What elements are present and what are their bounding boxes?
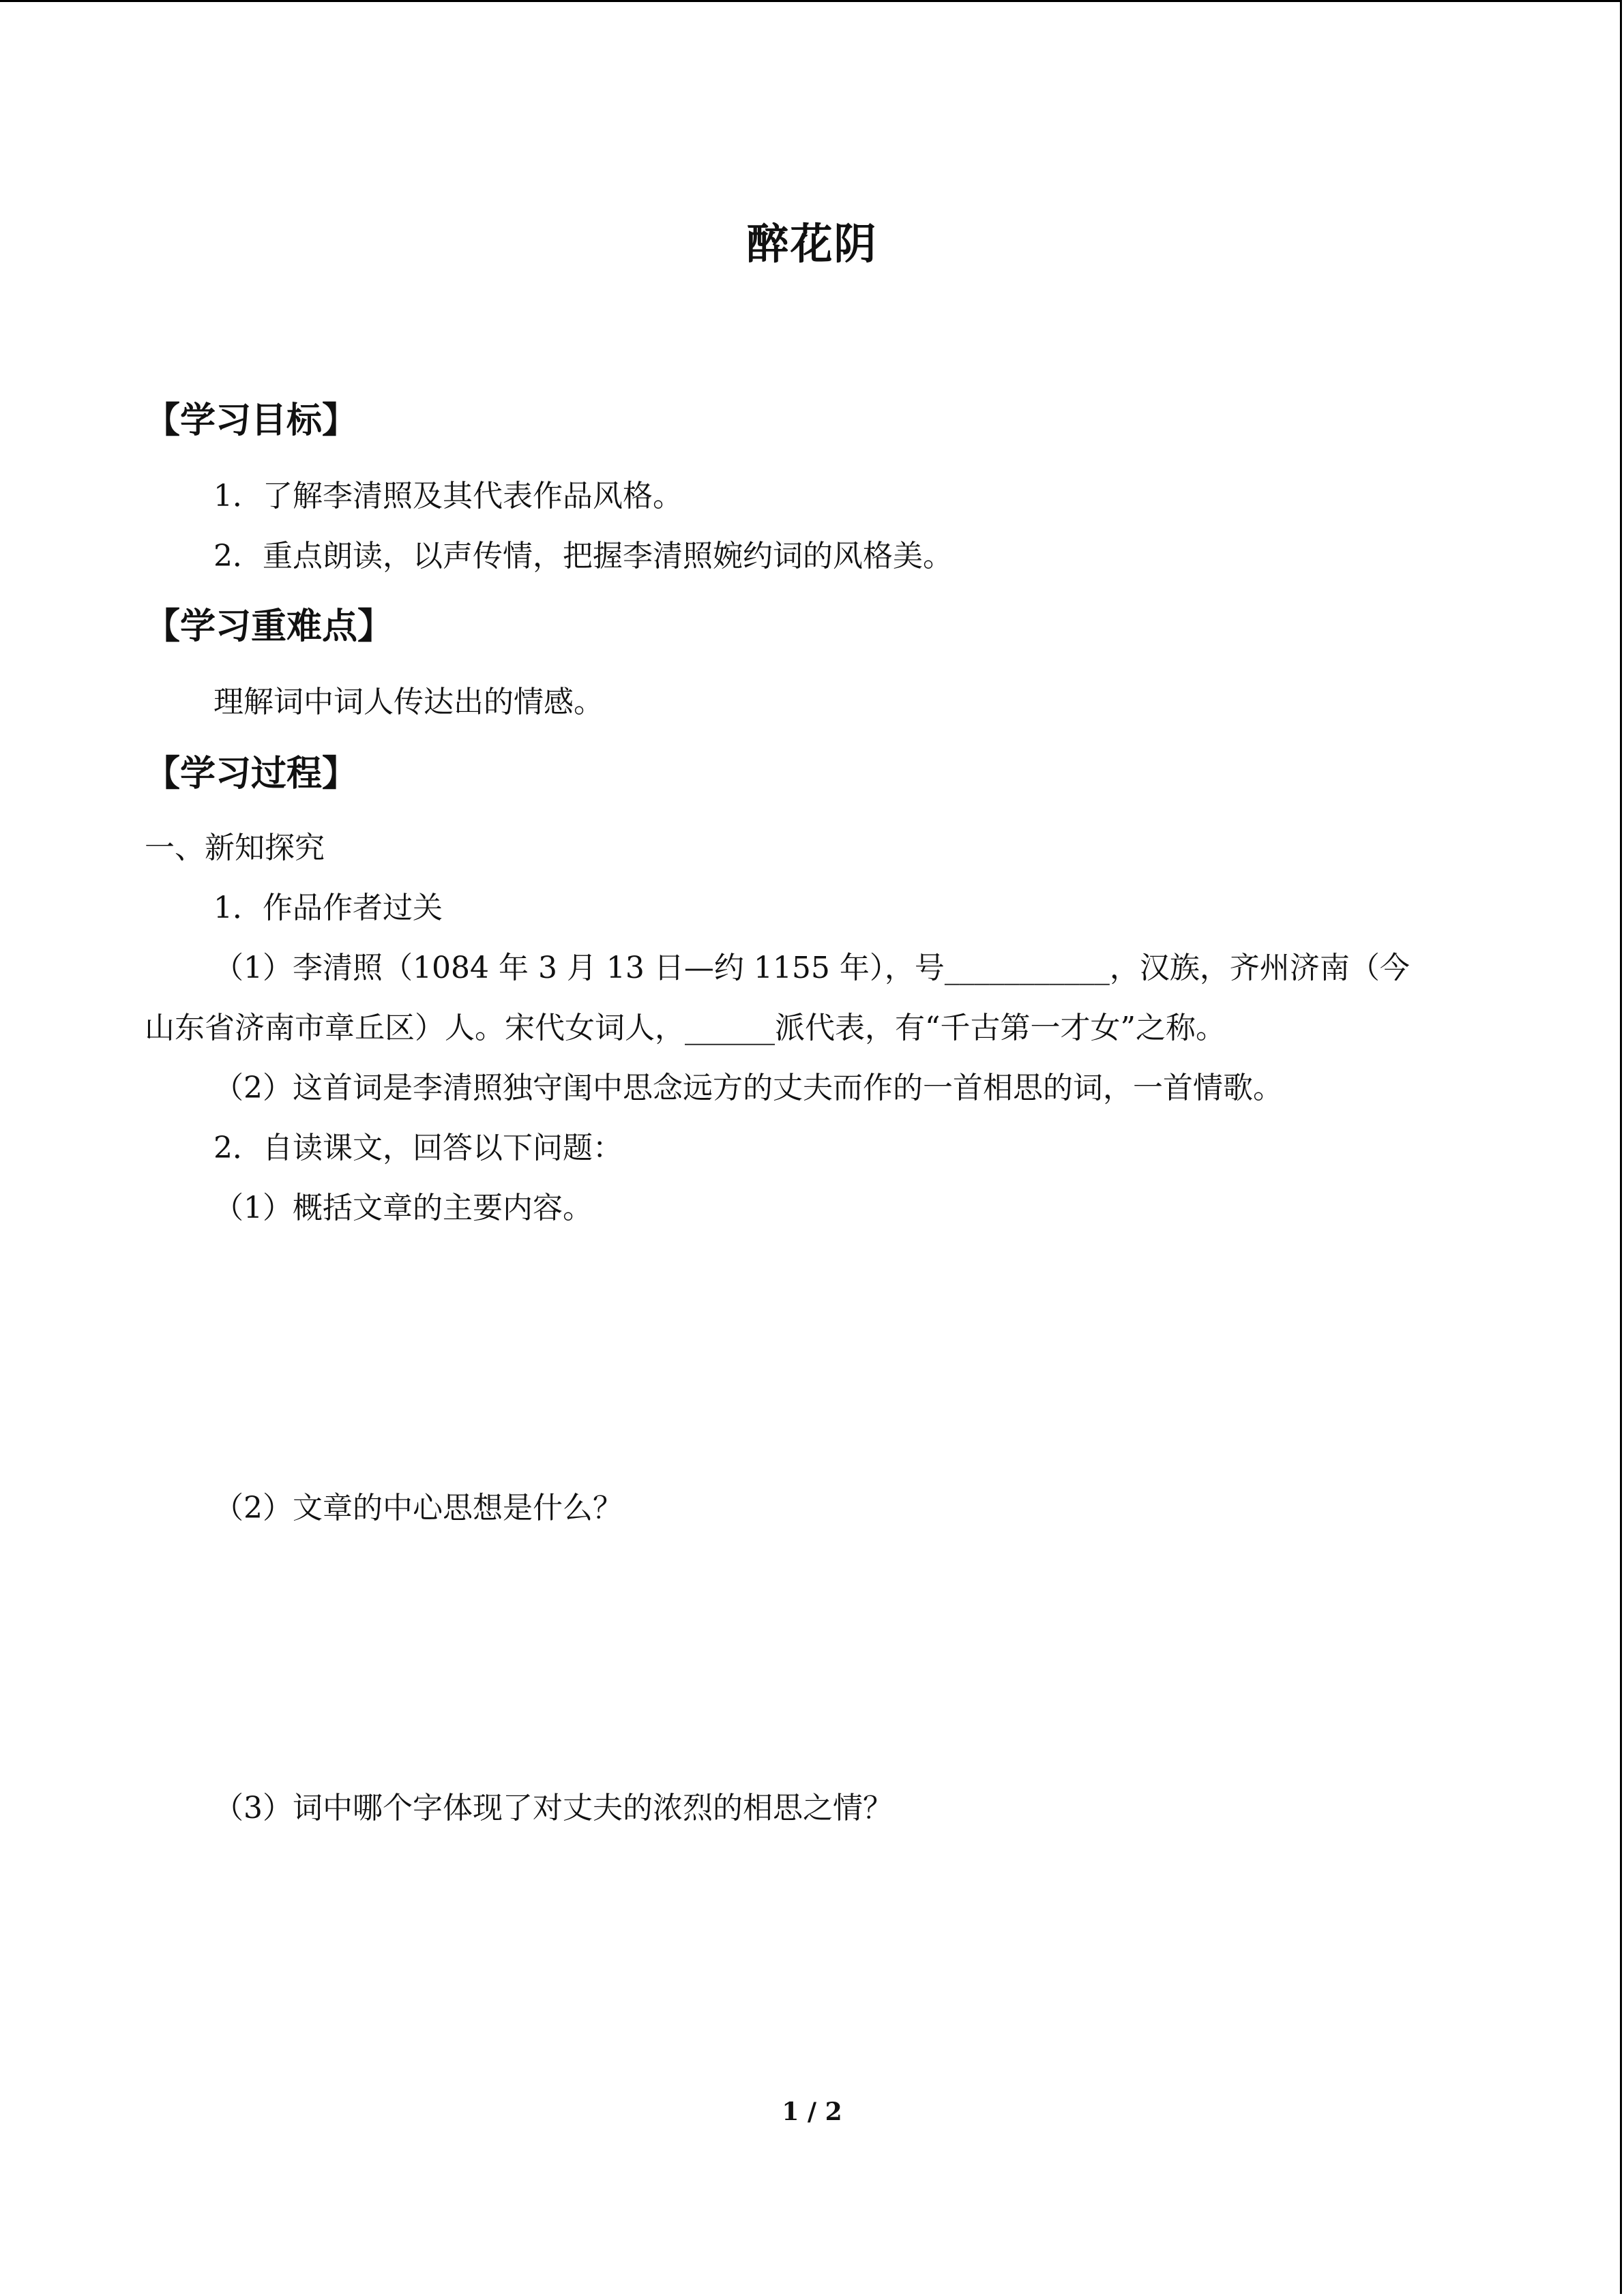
section-heading-process: 【学习过程】: [145, 754, 358, 794]
question-1: （1）概括文章的主要内容。: [213, 1191, 593, 1225]
item1-sub1-line2: 山东省济南市章丘区）人。宋代女词人，______派代表，有“千古第一才女”之称。: [145, 1011, 1226, 1045]
objective-item-2: 2．重点朗读，以声传情，把握李清照婉约词的风格美。: [213, 539, 953, 573]
objective-item-1: 1．了解李清照及其代表作品风格。: [213, 479, 683, 513]
section-heading-objectives: 【学习目标】: [145, 400, 358, 441]
part1-title: 一、新知探究: [145, 831, 325, 865]
question-2: （2）文章的中心思想是什么？: [213, 1491, 623, 1525]
item1-title: 1．作品作者过关: [213, 891, 443, 925]
item1-sub2: （2）这首词是李清照独守闺中思念远方的丈夫而作的一首相思的词，一首情歌。: [213, 1071, 1283, 1105]
section-heading-key-points: 【学习重难点】: [145, 606, 394, 647]
page-number: 1 / 2: [782, 2098, 842, 2126]
item2-title: 2．自读课文，回答以下问题：: [213, 1131, 623, 1165]
item1-sub1-line1: （1）李清照（1084 年 3 月 13 日—约 1155 年），号___________，汉族，齐州济南（今: [213, 951, 1410, 985]
question-3: （3）词中哪个字体现了对丈夫的浓烈的相思之情？: [213, 1791, 893, 1825]
key-points-text: 理解词中词人传达出的情感。: [213, 685, 604, 719]
document-title: 醉花阴: [746, 219, 878, 269]
